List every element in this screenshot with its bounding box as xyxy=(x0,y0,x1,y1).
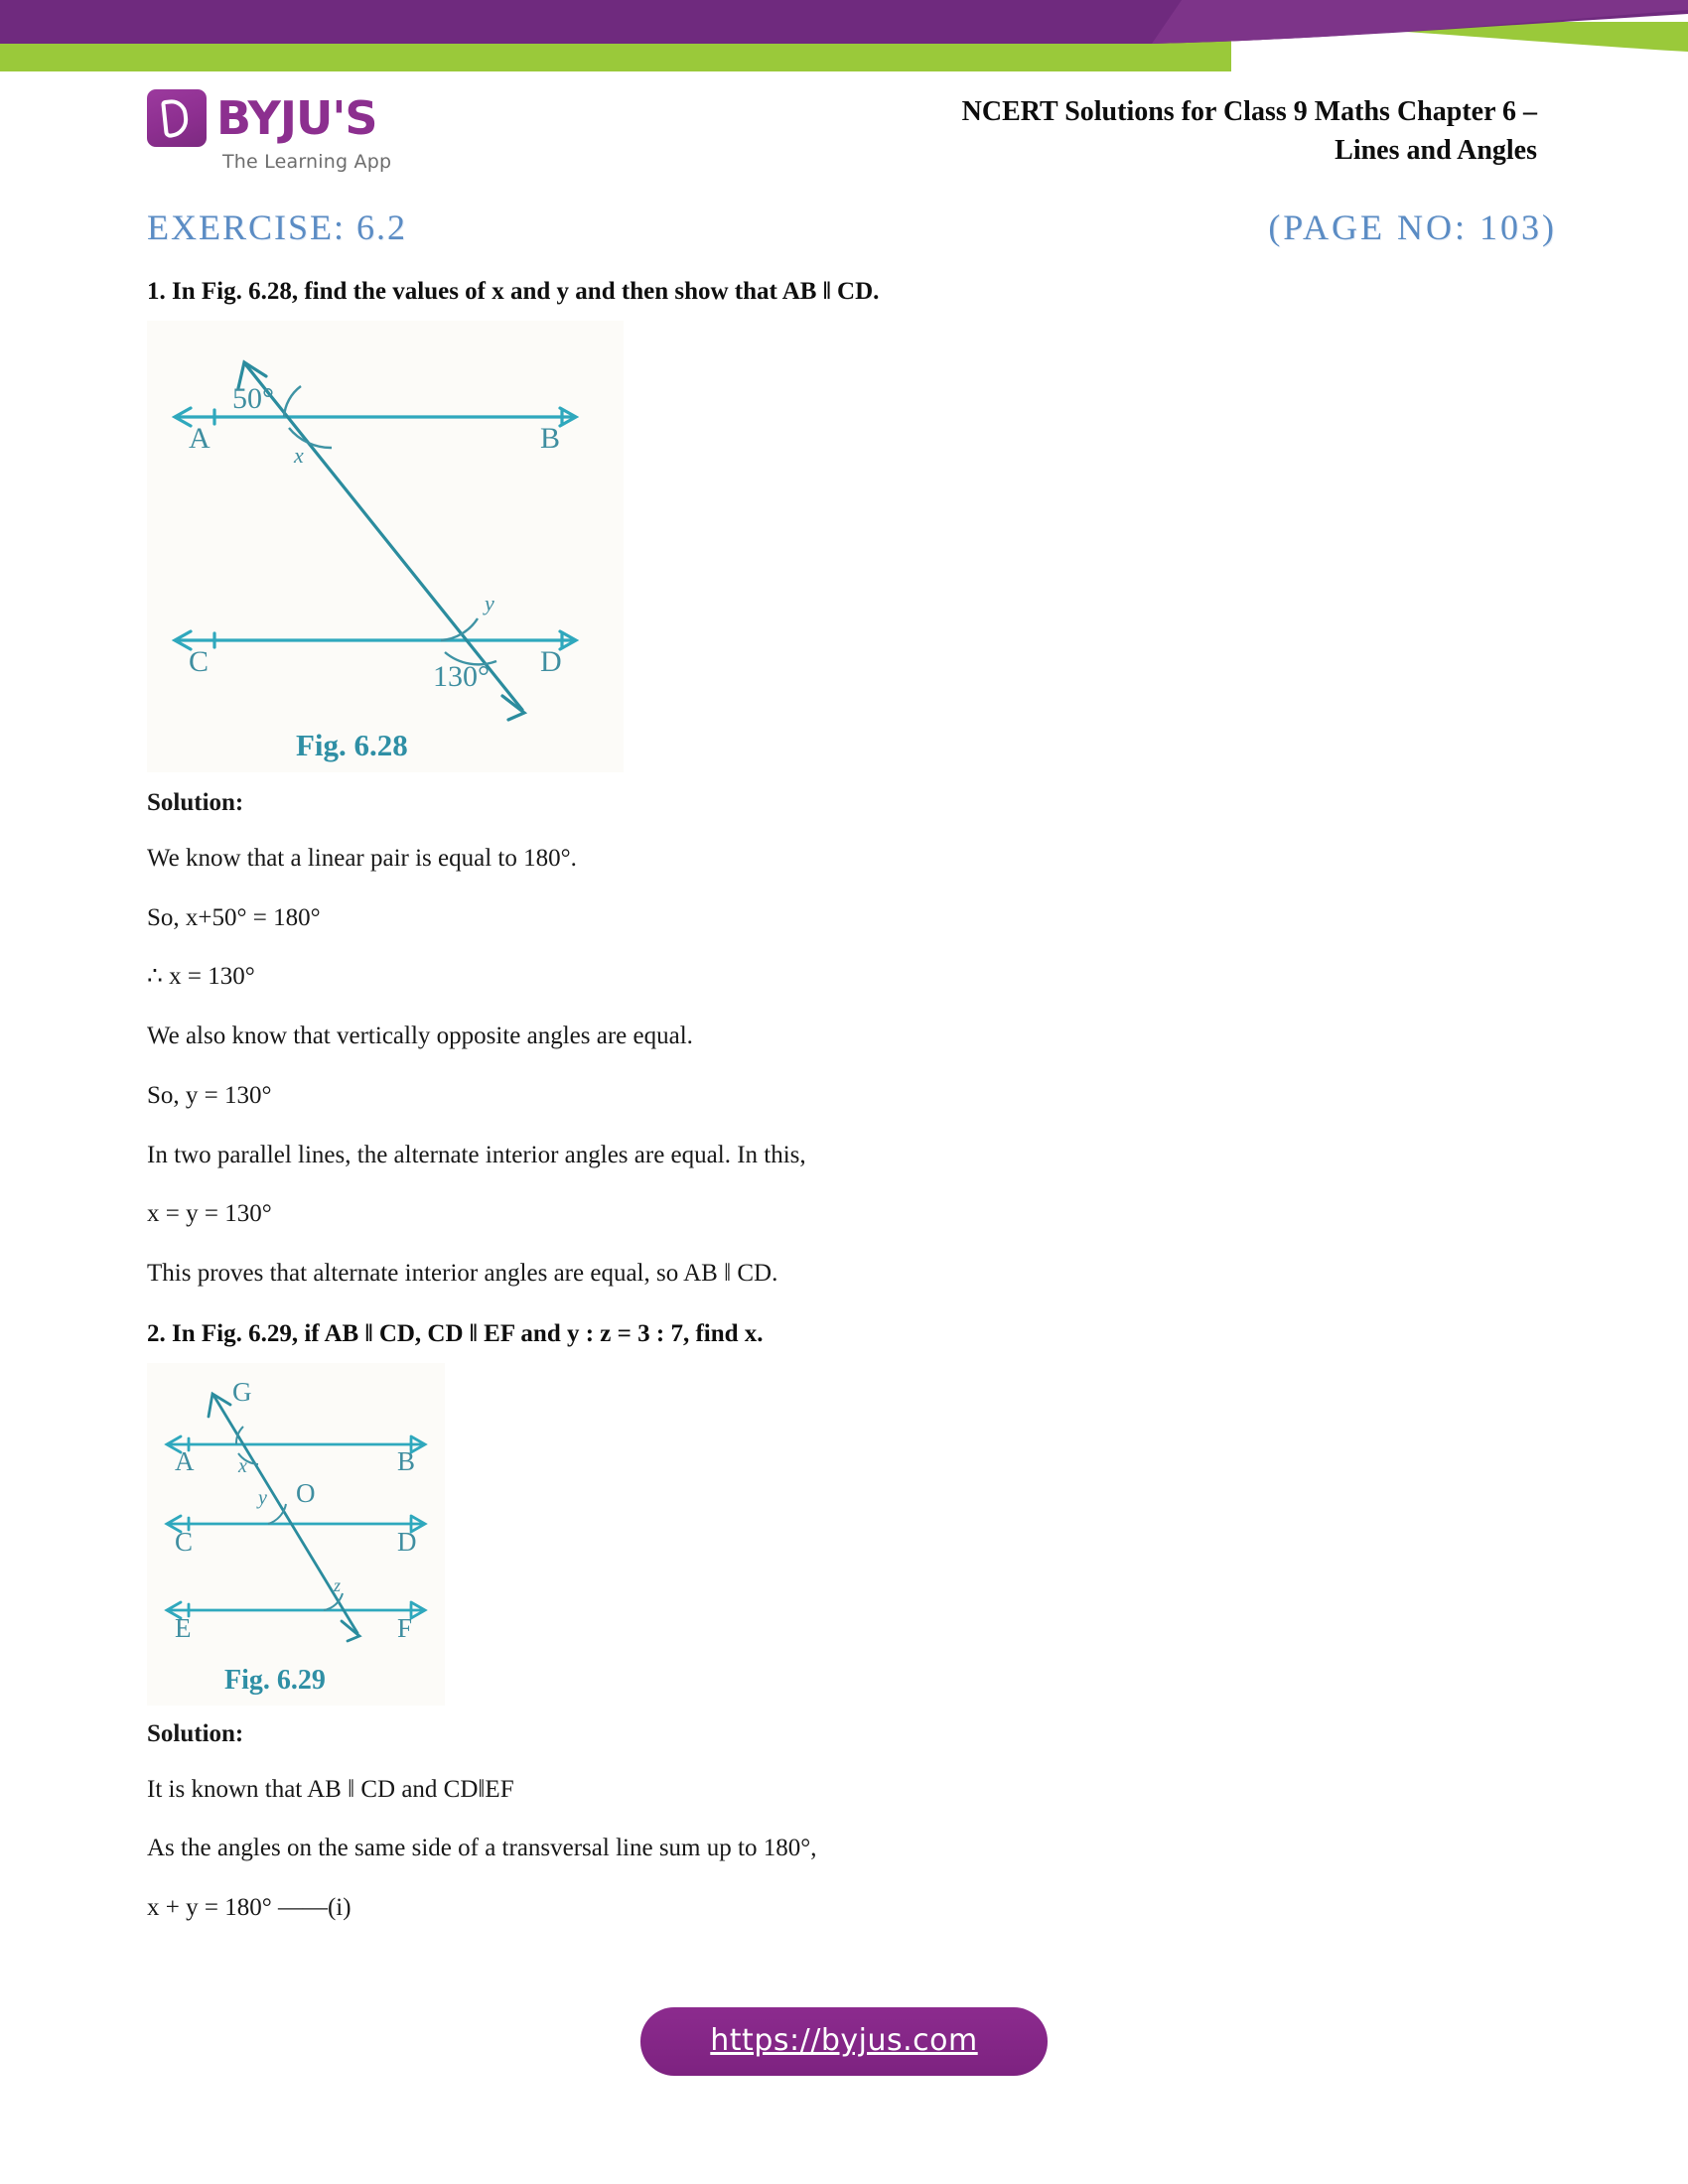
figure-6-28-label-A: A xyxy=(189,422,211,455)
section-header-row xyxy=(147,206,1557,248)
document-title-line-1: NCERT Solutions for Class 9 Maths Chapter 6 – xyxy=(961,96,1537,127)
figure-6-28-angle-50: 50° xyxy=(232,382,274,415)
question-2-text: 2. In Fig. 6.29, if AB ‖ CD, CD ‖ EF and y : z = 3 : 7, find x. xyxy=(147,1319,764,1347)
solution-1-line-1: We know that a linear pair is equal to 180°. xyxy=(147,844,577,872)
figure-6-29-label-B: B xyxy=(397,1445,416,1476)
figure-6-28-caption: Fig. 6.28 xyxy=(296,728,408,762)
figure-6-29-label-D: D xyxy=(397,1526,417,1557)
figure-6-29-label-E: E xyxy=(175,1612,192,1643)
figure-6-29-angle-y: y xyxy=(258,1486,267,1509)
figure-6-29-label-O: O xyxy=(296,1477,316,1508)
figure-6-28-label-C: C xyxy=(189,645,210,678)
figure-6-29-label-F: F xyxy=(397,1612,413,1643)
solution-1-line-6: In two parallel lines, the alternate interior angles are equal. In this, xyxy=(147,1141,806,1168)
figure-6-29-label-C: C xyxy=(175,1526,194,1557)
figure-6-29-caption: Fig. 6.29 xyxy=(224,1664,326,1696)
solution-1-line-8: This proves that alternate interior angles are equal, so AB ‖ CD. xyxy=(147,1260,778,1287)
figure-6-29-label-A: A xyxy=(175,1445,195,1476)
solution-1-line-5: So, y = 130° xyxy=(147,1081,272,1109)
solution-1-line-2: So, x+50° = 180° xyxy=(147,903,321,931)
solution-1-line-3: ∴ x = 130° xyxy=(147,963,255,991)
page-number-label: (PAGE NO: 103) xyxy=(1268,207,1557,247)
document-title xyxy=(643,93,1537,170)
byjus-url-button[interactable]: https://byjus.com xyxy=(640,2007,1047,2076)
page-footer xyxy=(0,2007,1688,2076)
figure-6-29-angle-x: x xyxy=(238,1454,247,1477)
figure-6-28-angle-130: 130° xyxy=(433,660,490,693)
figure-6-28-label-D: D xyxy=(540,645,562,678)
byjus-wordmark: BYJU'S xyxy=(216,91,377,145)
figure-6-28-angle-x: x xyxy=(294,443,304,468)
figure-6-28 xyxy=(147,321,624,772)
solution-2-heading: Solution: xyxy=(147,1719,244,1747)
document-title-line-2: Lines and Angles xyxy=(1335,134,1537,166)
solution-2-line-3: x + y = 180° ——(i) xyxy=(147,1894,352,1921)
solution-2-line-1: It is known that AB ‖ CD and CD‖EF xyxy=(147,1775,514,1803)
byjus-tagline: The Learning App xyxy=(222,151,392,173)
figure-6-29 xyxy=(147,1363,445,1706)
solution-1-line-7: x = y = 130° xyxy=(147,1200,272,1228)
solution-1-heading: Solution: xyxy=(147,789,244,816)
page-header xyxy=(0,77,1688,187)
byjus-logo xyxy=(147,89,445,173)
solution-2-line-2: As the angles on the same side of a transversal line sum up to 180°, xyxy=(147,1835,817,1862)
question-1-text: 1. In Fig. 6.28, find the values of x and y and then show that AB ‖ CD. xyxy=(147,278,880,305)
solution-1-line-4: We also know that vertically opposite angles are equal. xyxy=(147,1023,693,1049)
figure-6-29-angle-z: z xyxy=(334,1574,342,1595)
page-content xyxy=(147,206,1557,1951)
byjus-logo-icon xyxy=(147,89,207,147)
figure-6-28-label-B: B xyxy=(540,422,561,455)
exercise-title: EXERCISE: 6.2 xyxy=(147,207,408,247)
figure-6-29-label-G: G xyxy=(232,1376,252,1407)
top-decorative-banner xyxy=(0,0,1688,71)
figure-6-28-angle-y: y xyxy=(485,591,494,615)
